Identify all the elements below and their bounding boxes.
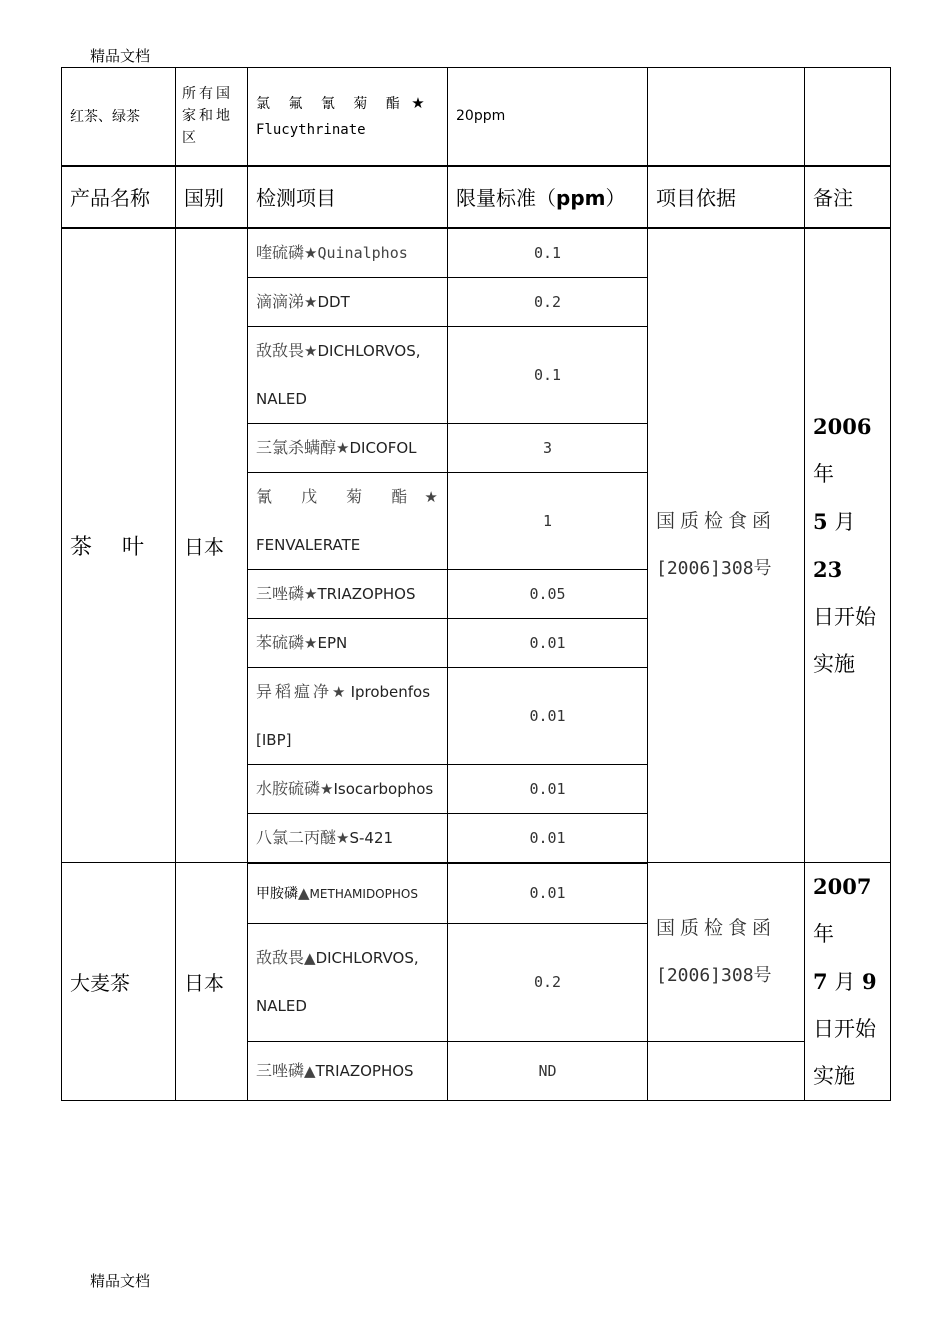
basis-cell xyxy=(648,228,805,863)
cell-text: ） xyxy=(605,186,626,210)
cell-text: METHAMIDOPHOS xyxy=(309,886,418,901)
star-icon: ★ xyxy=(424,487,438,506)
cell-text: 月 xyxy=(834,970,856,994)
limit-cell: 0.01 xyxy=(448,863,648,924)
star-icon: ★ xyxy=(320,779,334,798)
cell-text: 2006 xyxy=(813,413,872,439)
header-country: 国别 xyxy=(176,166,248,228)
cell-text: 甲胺磷 xyxy=(256,885,298,902)
triangle-icon: ▲ xyxy=(304,1061,316,1080)
cell-text: EPN xyxy=(317,633,348,652)
limit-cell: 0.01 xyxy=(448,618,648,667)
cell-text: 喹硫磷 xyxy=(256,242,305,262)
item-cell xyxy=(248,326,448,423)
item-cn: 氯 氟 氰 菊 酯 xyxy=(256,95,407,112)
table-row xyxy=(62,68,891,166)
cell-text: 国质检食函 xyxy=(656,916,777,939)
star-icon: ★ xyxy=(304,584,318,603)
cell-text: Iprobenfos [IBP] xyxy=(256,682,431,749)
item-cell xyxy=(248,68,448,166)
limit-cell: 0.2 xyxy=(448,277,648,326)
country-japan: 日本 xyxy=(176,863,248,1101)
limit-cell: ND xyxy=(448,1041,648,1100)
country-japan: 日本 xyxy=(176,228,248,863)
cell-text: Quinalphos xyxy=(317,243,408,262)
cell-text: 氰 戊 菊 酯 xyxy=(256,486,420,506)
item-cell xyxy=(248,764,448,813)
cell-text: TRIAZOPHOS xyxy=(317,584,416,603)
remark-cell xyxy=(805,68,891,166)
cell-text: Isocarbophos xyxy=(333,779,434,798)
star-icon: ★ xyxy=(411,93,425,112)
star-icon: ★ xyxy=(304,341,318,360)
header-item: 检测项目 xyxy=(248,166,448,228)
cell-text: 三唑磷 xyxy=(256,583,305,603)
limit-cell: 3 xyxy=(448,423,648,472)
basis-cell xyxy=(648,863,805,1042)
watermark-top: 精品文档 xyxy=(90,47,151,65)
product-tea: 茶 叶 xyxy=(62,228,176,863)
cell-text: 敌敌畏 xyxy=(256,948,305,968)
cell-text: DDT xyxy=(317,292,350,311)
star-icon: ★ xyxy=(332,682,346,701)
cell-text: 三唑磷 xyxy=(256,1060,305,1080)
limit-cell: 0.01 xyxy=(448,667,648,764)
cell-text: 实施 xyxy=(813,1064,855,1088)
remark-cell xyxy=(805,863,891,1101)
cell-text: 7 xyxy=(813,969,828,994)
cell-text: [2006]308号 xyxy=(656,964,772,986)
basis-cell xyxy=(648,1041,805,1100)
cell-text: 八氯二丙醚 xyxy=(256,827,337,847)
item-cell xyxy=(248,472,448,569)
limit-cell: 0.05 xyxy=(448,569,648,618)
cell-text: 日开始 xyxy=(813,1017,876,1041)
limit-cell: 0.01 xyxy=(448,764,648,813)
item-cell xyxy=(248,277,448,326)
watermark-bottom: 精品文档 xyxy=(90,1272,151,1290)
cell-text: 月 xyxy=(834,509,856,534)
table-row xyxy=(62,863,891,924)
cell-text: DICOFOL xyxy=(349,438,417,457)
product-barley-tea: 大麦茶 xyxy=(62,863,176,1101)
table-row xyxy=(62,228,891,278)
limit-cell: 0.1 xyxy=(448,228,648,278)
cell-text: 日开始 xyxy=(813,604,876,629)
cell-text: 异稻瘟净 xyxy=(256,681,333,701)
star-icon: ★ xyxy=(336,828,350,847)
cell-text: TRIAZOPHOS xyxy=(315,1061,414,1080)
cell-text: 23 xyxy=(813,556,843,582)
item-cell xyxy=(248,863,448,924)
cell-text: 苯硫磷 xyxy=(256,632,305,652)
limit-cell: 20ppm xyxy=(448,68,648,166)
star-icon: ★ xyxy=(304,243,318,262)
limit-cell: 0.2 xyxy=(448,924,648,1041)
cell-text: 限量标准（ xyxy=(456,186,556,210)
limit-cell: 0.1 xyxy=(448,326,648,423)
cell-text: ppm xyxy=(556,186,606,210)
cell-text: 年 xyxy=(813,461,834,486)
cell-text: 国质检食函 xyxy=(656,510,777,533)
cell-text: FENVALERATE xyxy=(256,535,361,554)
star-icon: ★ xyxy=(304,292,318,311)
item-cell xyxy=(248,1041,448,1100)
product-cell: 红茶、绿茶 xyxy=(62,68,176,166)
cell-text: DICHLORVOS, NALED xyxy=(256,341,421,408)
cell-text: 敌敌畏 xyxy=(256,340,305,360)
cell-text: S-421 xyxy=(349,828,394,847)
item-cell xyxy=(248,423,448,472)
star-icon: ★ xyxy=(336,438,350,457)
cell-text: 9 xyxy=(862,969,877,994)
cell-text: 水胺硫磷 xyxy=(256,778,321,798)
item-cell xyxy=(248,569,448,618)
star-icon: ★ xyxy=(304,633,318,652)
cell-text: 实施 xyxy=(813,651,855,676)
item-cell xyxy=(248,228,448,278)
limit-cell: 1 xyxy=(448,472,648,569)
header-product: 产品名称 xyxy=(62,166,176,228)
cell-text: 2007 xyxy=(813,874,872,899)
cell-text: 滴滴涕 xyxy=(256,291,305,311)
limit-cell: 0.01 xyxy=(448,813,648,863)
header-row xyxy=(62,166,891,228)
cell-text: 三氯杀螨醇 xyxy=(256,437,337,457)
cell-text: DICHLORVOS, NALED xyxy=(256,949,419,1016)
item-cell xyxy=(248,813,448,863)
cell-text: [2006]308号 xyxy=(656,558,772,580)
country-cell: 所有国家和地区 xyxy=(176,68,248,166)
header-limit xyxy=(448,166,648,228)
item-cell xyxy=(248,667,448,764)
cell-text: 5 xyxy=(813,508,828,534)
triangle-icon: ▲ xyxy=(304,949,316,968)
header-basis: 项目依据 xyxy=(648,166,805,228)
remark-cell xyxy=(805,228,891,863)
header-remark: 备注 xyxy=(805,166,891,228)
item-cell xyxy=(248,618,448,667)
cell-text: 年 xyxy=(813,922,834,946)
item-cell xyxy=(248,924,448,1041)
pesticide-limit-table xyxy=(61,67,891,1101)
item-en: Flucythrinate xyxy=(256,121,366,138)
triangle-icon: ▲ xyxy=(298,883,310,902)
basis-cell xyxy=(648,68,805,166)
